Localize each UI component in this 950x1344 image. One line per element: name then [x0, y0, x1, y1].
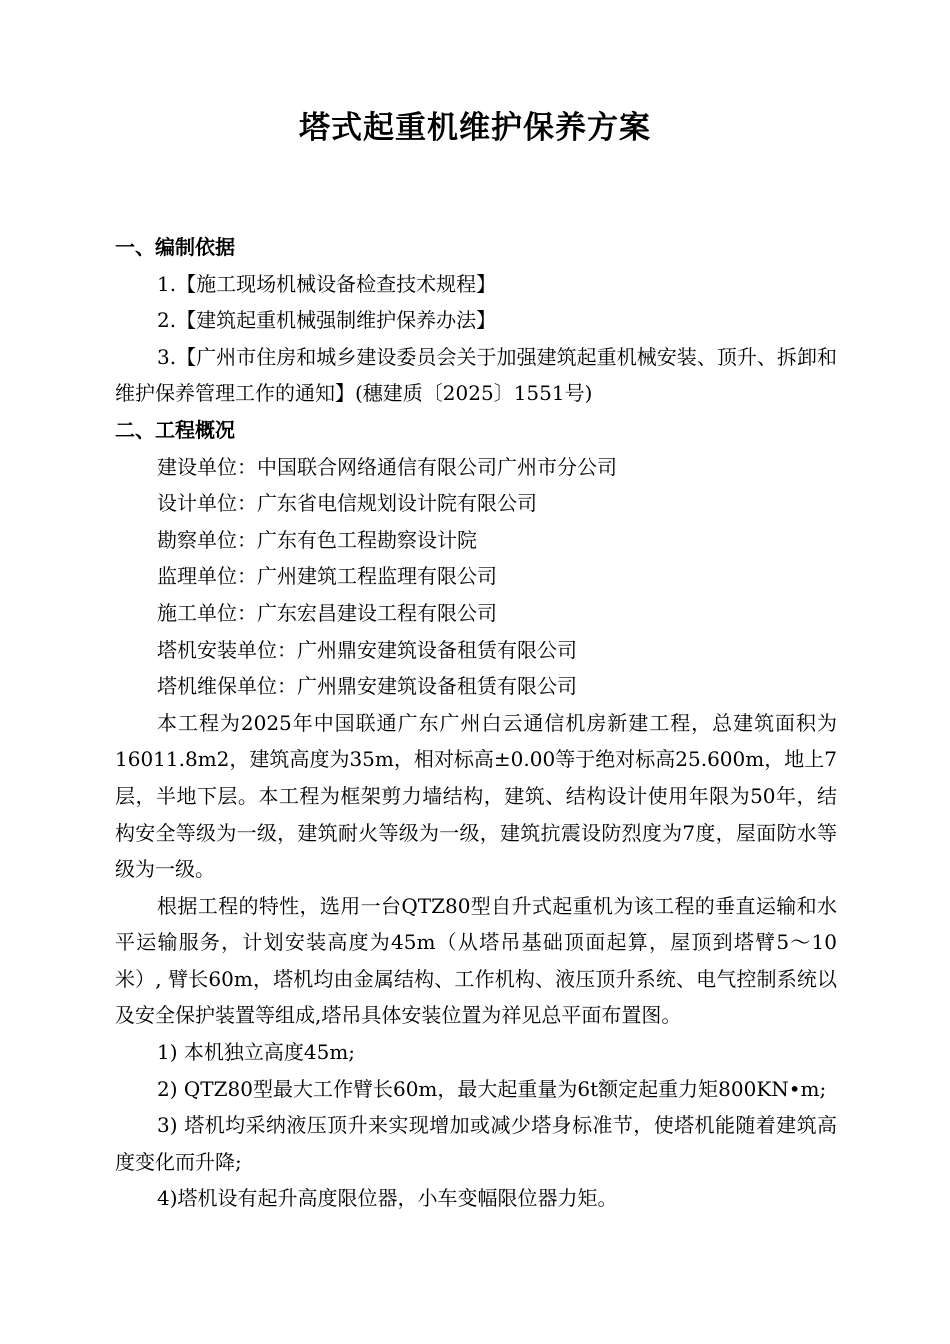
spec-item-4: 4)塔机设有起升高度限位器，小车变幅限位器力矩。: [157, 1186, 618, 1211]
project-overview-paragraph: 本工程为2025年中国联通广东广州白云通信机房新建工程，总建筑面积为16011.8m2，建筑高度为35m，相对标高±0.00等于绝对标高25.600m，地上7层，半地下层。本工程为框架剪力墙结构，建筑、结构设计使用年限为50年，结构安全等级为一级，建筑耐火等级为一级，建筑抗震设防烈度为7度，屋面防水等级为一级。: [115, 710, 837, 882]
section-heading-basis: 一、编制依据: [115, 235, 235, 259]
unit-supervision: 监理单位：广州建筑工程监理有限公司: [157, 564, 497, 589]
spec-item-2: 2) QTZ80型最大工作臂长60m，最大起重量为6t额定起重力矩800KN•m;: [157, 1076, 827, 1101]
section-heading-overview: 二、工程概况: [115, 417, 235, 442]
unit-survey: 勘察单位：广东有色工程勘察设计院: [157, 527, 477, 552]
unit-construction-owner: 建设单位：中国联合网络通信有限公司广州市分公司: [157, 454, 617, 479]
basis-item-2: 2.【建筑起重机械强制维护保养办法】: [157, 308, 497, 333]
spec-item-3: 3) 塔机均采纳液压顶升来实现增加或减少塔身标准节，使塔机能随着建筑高度变化而升降;: [115, 1113, 837, 1174]
unit-design: 设计单位：广东省电信规划设计院有限公司: [157, 491, 537, 516]
spec-item-1: 1) 本机独立高度45m;: [157, 1040, 356, 1065]
document-title: 塔式起重机维护保养方案: [299, 110, 651, 146]
unit-crane-installer: 塔机安装单位：广州鼎安建筑设备租赁有限公司: [157, 637, 577, 662]
unit-contractor: 施工单位：广东宏昌建设工程有限公司: [157, 600, 497, 625]
crane-selection-paragraph: 根据工程的特性，选用一台QTZ80型自升式起重机为该工程的垂直运输和水平运输服务，计划安装高度为45m（从塔吊基础顶面起算，屋顶到塔臂5～10米）, 臂长60m，塔机均由金属结构、工作机构、液压顶升系统、电气控制系统以及安全保护装置等组成,塔吊具体安装位置为祥见总平面布置图。: [115, 893, 837, 1028]
document-body: [115, 229, 837, 1217]
basis-item-3: 3.【广州市住房和城乡建设委员会关于加强建筑起重机械安装、顶升、拆卸和维护保养管理工作的通知】(穗建质〔2025〕1551号): [115, 344, 837, 406]
basis-item-1: 1.【施工现场机械设备检查技术规程】: [157, 271, 497, 296]
unit-crane-maintainer: 塔机维保单位：广州鼎安建筑设备租赁有限公司: [157, 674, 577, 699]
